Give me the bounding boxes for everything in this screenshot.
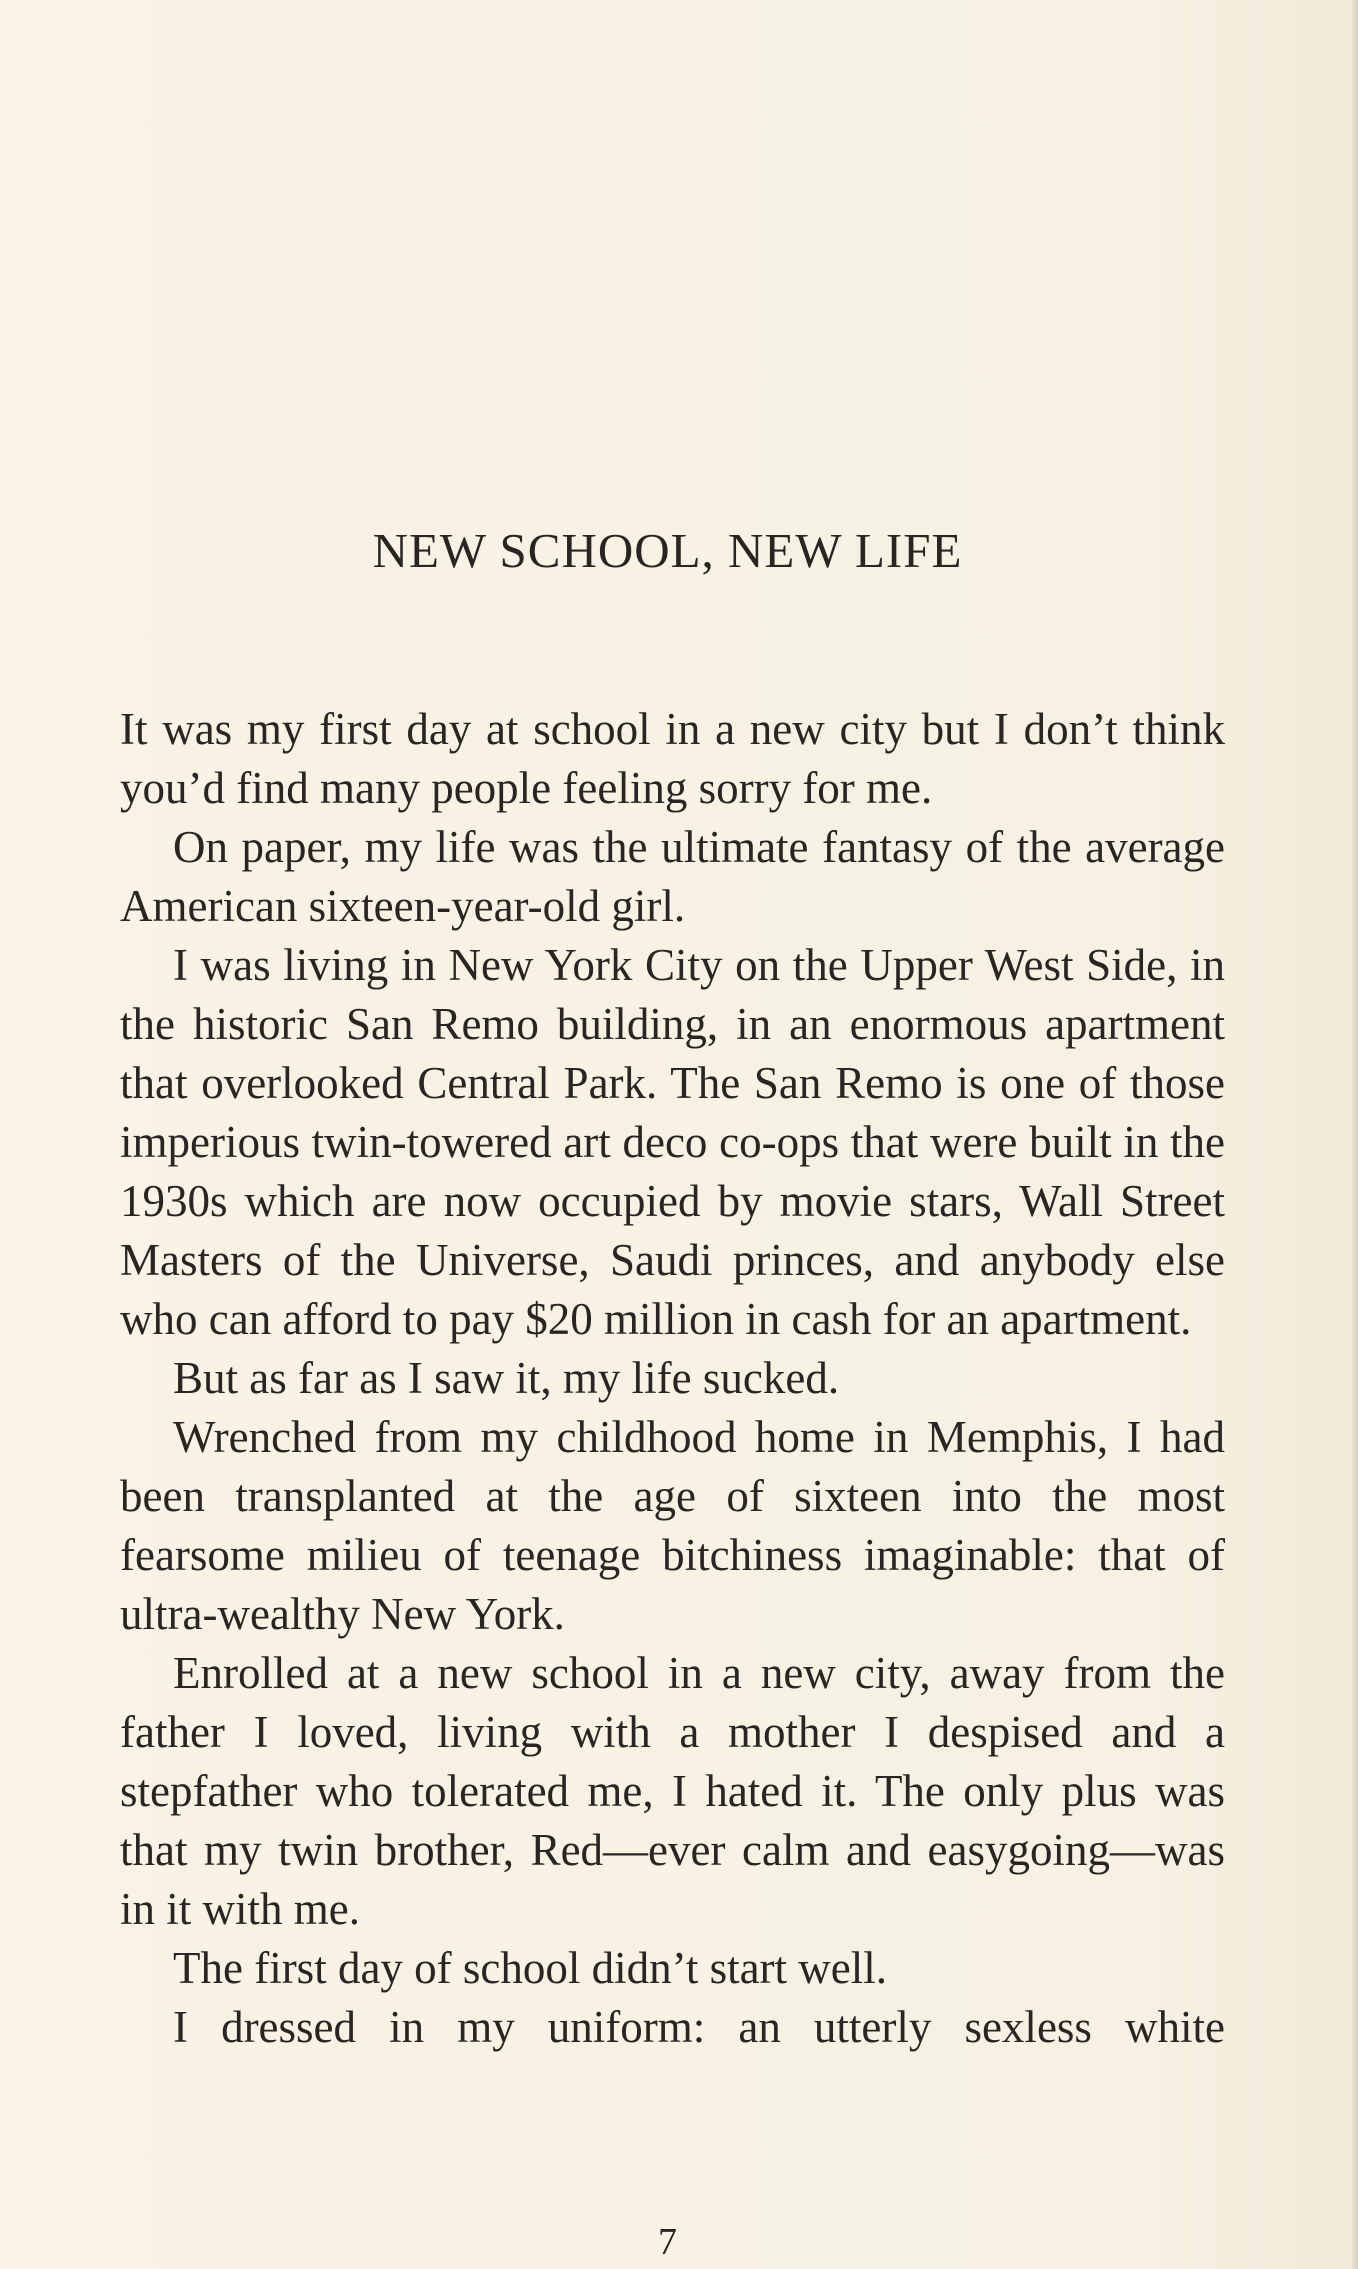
paragraph: On paper, my life was the ultimate fantasy of the average American sixteen-year-old girl. — [120, 822, 1225, 931]
chapter-body — [120, 700, 1225, 2057]
paragraph: But as far as I saw it, my life sucked. — [173, 1353, 840, 1403]
paragraph: I dressed in my uniform: an utterly sexless white — [173, 2002, 1225, 2052]
chapter-title: NEW SCHOOL, NEW LIFE — [372, 523, 963, 578]
paragraph: Wrenched from my childhood home in Memphis, I had been transplanted at the age of sixteen into the most fearsome milieu of teenage bitchiness imaginable: that of ultra-wealthy New York. — [120, 1412, 1225, 1639]
paragraph: It was my first day at school in a new city but I don’t think you’d find many people feeling sorry for me. — [120, 704, 1225, 813]
paragraph: The first day of school didn’t start well. — [173, 1943, 888, 1993]
paragraph: I was living in New York City on the Upper West Side, in the historic San Remo building, in an enormous apartment that overlooked Central Park. The San Remo is one of those imperious twin-towered art deco co-ops that were built in the 1930s which are now occupied by movie stars, Wall Street Masters of the Universe, Saudi princes, and anybody else who can afford to pay $20 million in cash for an apartment. — [120, 940, 1225, 1344]
paragraph: Enrolled at a new school in a new city, away from the father I loved, living with a mother I despised and a stepfather who tolerated me, I hated it. The only plus was that my twin brother, Red—ever calm and easygoing—was in it with me. — [120, 1648, 1225, 1934]
page-edge — [1352, 0, 1358, 2269]
page-number: 7 — [658, 2221, 677, 2263]
